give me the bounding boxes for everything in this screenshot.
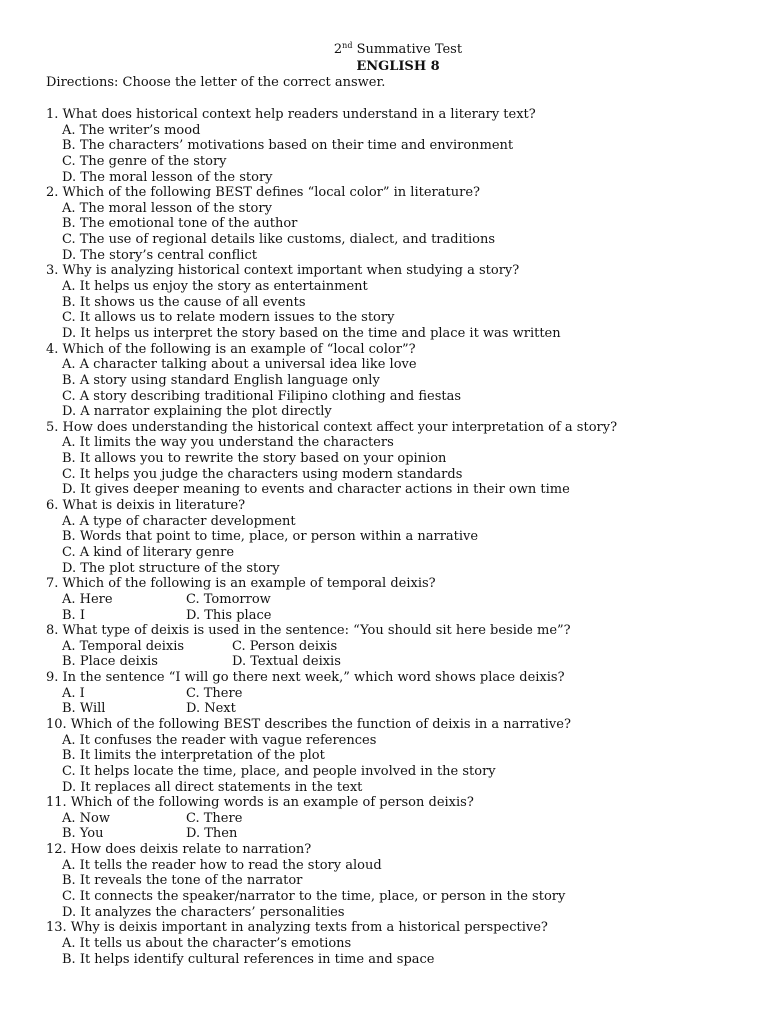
- question-stem: 1. What does historical context help readers understand in a literary text?: [46, 107, 536, 122]
- answer-choice: D. It gives deeper meaning to events and character actions in their own time: [62, 482, 570, 498]
- answer-choice: B. Words that point to time, place, or person within a narrative: [62, 529, 479, 545]
- answer-choice: C. There: [186, 685, 243, 701]
- answer-choice: B. A story using standard English language only: [62, 372, 380, 388]
- answer-choice: C. The genre of the story: [62, 153, 227, 169]
- answer-choice: A. A character talking about a universal idea like love: [62, 357, 417, 373]
- answer-choice: B. It shows us the cause of all events: [62, 294, 306, 310]
- answer-choice-row: [46, 639, 746, 655]
- question-stem: 11. Which of the following words is an example of person deixis?: [46, 795, 474, 811]
- answer-choice-row: [46, 701, 746, 717]
- answer-choice: A. It limits the way you understand the characters: [62, 435, 394, 451]
- question-stem: 6. What is deixis in literature?: [46, 498, 246, 514]
- answer-choice: B. Will: [62, 701, 106, 717]
- answer-choice: B. Place deixis: [62, 654, 158, 670]
- answer-choice: A. It confuses the reader with vague references: [62, 732, 377, 748]
- question-list: [46, 107, 746, 967]
- answer-choice: D. The story’s central conflict: [62, 247, 257, 263]
- title-superscript: nd: [342, 41, 353, 50]
- answer-choice: B. I: [62, 607, 85, 623]
- answer-choice: A. I: [62, 685, 85, 701]
- answer-choice: A. A type of character development: [62, 513, 296, 529]
- answer-choice: A. The writer’s mood: [62, 122, 201, 138]
- question-stem: 9. In the sentence “I will go there next week,” which word shows place deixis?: [46, 670, 565, 686]
- answer-choice: B. It reveals the tone of the narrator: [62, 873, 303, 889]
- answer-choice: D. The moral lesson of the story: [62, 169, 273, 185]
- directions-text: Directions: Choose the letter of the correct answer.: [46, 75, 386, 90]
- answer-choice: B. It helps identify cultural references in time and space: [62, 951, 435, 967]
- test-title: [14, 42, 768, 57]
- answer-choice: D. This place: [186, 607, 272, 623]
- question-stem: 8. What type of deixis is used in the sentence: “You should sit here beside me”?: [46, 623, 571, 639]
- question-stem: 12. How does deixis relate to narration?: [46, 842, 312, 858]
- answer-choice: C. Person deixis: [232, 638, 338, 654]
- answer-choice: A. The moral lesson of the story: [62, 200, 272, 216]
- answer-choice: D. Then: [186, 826, 238, 842]
- answer-choice: A. It tells us about the character’s emotions: [62, 935, 352, 951]
- answer-choice: D. It helps us interpret the story based on the time and place it was written: [62, 325, 561, 341]
- question-stem: 13. Why is deixis important in analyzing texts from a historical perspective?: [46, 920, 548, 936]
- answer-choice: C. The use of regional details like customs, dialect, and traditions: [62, 232, 495, 248]
- answer-choice: A. Temporal deixis: [62, 638, 185, 654]
- answer-choice: A. Here: [62, 591, 113, 607]
- answer-choice-row: [46, 592, 746, 608]
- answer-choice: D. It analyzes the characters’ personalities: [62, 904, 345, 920]
- answer-choice-row: [46, 654, 746, 670]
- answer-choice: D. It replaces all direct statements in the text: [62, 779, 363, 795]
- answer-choice: C. There: [186, 810, 243, 826]
- answer-choice: C. A story describing traditional Filipino clothing and fiestas: [62, 388, 462, 404]
- answer-choice: B. The emotional tone of the author: [62, 216, 298, 232]
- question-stem: 5. How does understanding the historical context affect your interpretation of a story?: [46, 419, 618, 435]
- answer-choice-row: [46, 826, 746, 842]
- subject-heading: ENGLISH 8: [356, 59, 440, 74]
- answer-choice: A. It helps us enjoy the story as entertainment: [62, 279, 368, 295]
- answer-choice: D. A narrator explaining the plot directly: [62, 404, 332, 420]
- question-stem: 2. Which of the following BEST defines “local color” in literature?: [46, 185, 480, 201]
- answer-choice: C. Tomorrow: [186, 591, 271, 607]
- question-stem: 10. Which of the following BEST describes the function of deixis in a narrative?: [46, 716, 571, 732]
- answer-choice: C. It connects the speaker/narrator to the time, place, or person in the story: [62, 889, 566, 905]
- answer-choice: C. It allows us to relate modern issues to the story: [62, 310, 395, 326]
- answer-choice: C. It helps you judge the characters using modern standards: [62, 466, 463, 482]
- question-stem: 7. Which of the following is an example of temporal deixis?: [46, 576, 436, 592]
- title-text: Summative Test: [356, 42, 463, 57]
- answer-choice: A. It tells the reader how to read the story aloud: [62, 857, 382, 873]
- answer-choice-row: [46, 608, 746, 624]
- question-stem: 3. Why is analyzing historical context important when studying a story?: [46, 263, 520, 279]
- answer-choice: B. It allows you to rewrite the story based on your opinion: [62, 451, 447, 467]
- answer-choice: D. The plot structure of the story: [62, 560, 280, 576]
- answer-choice: B. It limits the interpretation of the plot: [62, 748, 325, 764]
- title-number: 2: [333, 42, 343, 57]
- answer-choice: C. It helps locate the time, place, and people involved in the story: [62, 763, 496, 779]
- answer-choice: B. You: [62, 826, 104, 842]
- answer-choice: D. Textual deixis: [232, 654, 341, 670]
- answer-choice-row: [46, 686, 746, 702]
- answer-choice-row: [46, 811, 746, 827]
- answer-choice: D. Next: [186, 701, 236, 717]
- answer-choice: A. Now: [62, 810, 110, 826]
- answer-choice: C. A kind of literary genre: [62, 544, 235, 560]
- question-stem: 4. Which of the following is an example of “local color”?: [46, 341, 416, 357]
- answer-choice: B. The characters’ motivations based on their time and environment: [62, 138, 514, 154]
